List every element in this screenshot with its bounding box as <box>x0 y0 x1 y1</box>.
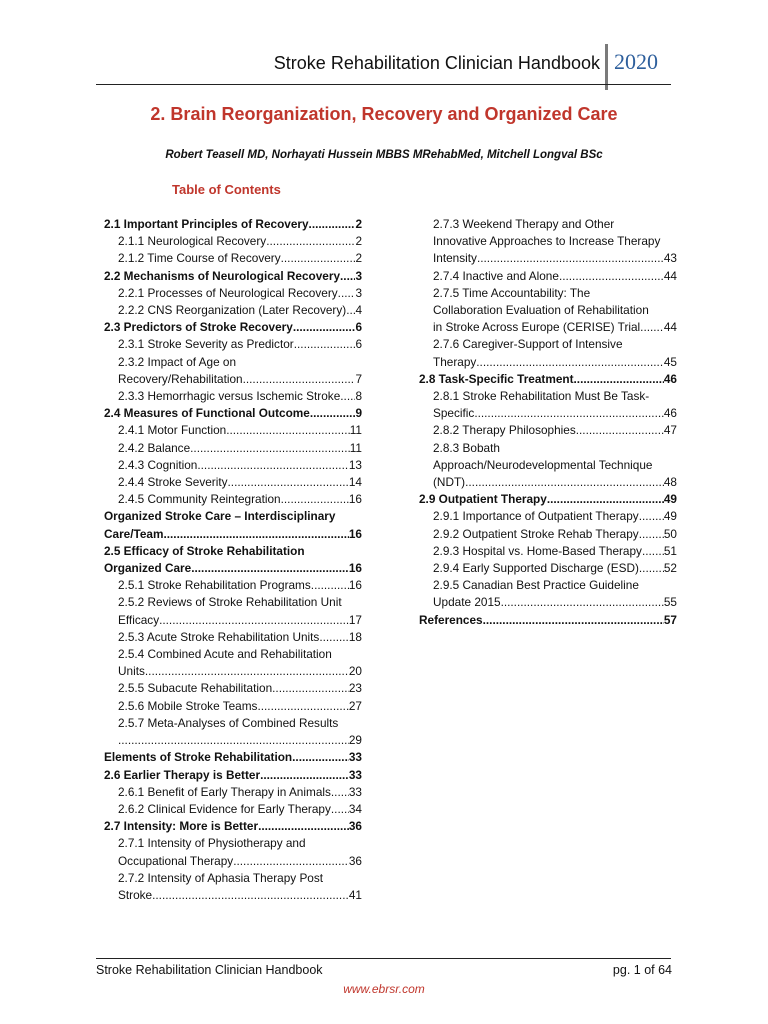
toc-dot-leader <box>191 560 349 577</box>
toc-dot-leader <box>642 543 664 560</box>
toc-dot-leader <box>483 612 664 629</box>
toc-entry-text: 2.9.4 Early Supported Discharge (ESD) <box>433 561 639 576</box>
toc-dot-leader <box>309 216 356 233</box>
toc-entry[interactable] <box>419 543 677 560</box>
toc-dot-leader <box>559 268 664 285</box>
toc-entry-line <box>419 491 677 508</box>
page-number: pg. 1 of 64 <box>612 963 672 977</box>
toc-entry-text: 2.9.2 Outpatient Stroke Rehab Therapy <box>433 526 639 541</box>
toc-entry[interactable] <box>104 801 362 818</box>
toc-entry[interactable] <box>419 560 677 577</box>
toc-dot-leader <box>233 853 349 870</box>
toc-entry[interactable] <box>104 629 362 646</box>
toc-page-number: 13 <box>348 457 362 472</box>
toc-entry-text: Intensity <box>433 251 477 266</box>
toc-dot-leader <box>272 680 349 697</box>
toc-page-number: 16 <box>348 561 362 576</box>
toc-entry-line <box>118 422 362 439</box>
toc-dot-leader <box>292 749 349 766</box>
toc-entry-text: 2.4.4 Stroke Severity <box>118 475 228 490</box>
header-title: Stroke Rehabilitation Clinician Handbook <box>273 53 600 73</box>
toc-dot-leader <box>258 818 349 835</box>
header-rule <box>96 84 671 85</box>
toc-entry-text: (NDT) <box>433 475 466 490</box>
toc-entry[interactable] <box>104 767 362 784</box>
toc-entry-text: 2.7.1 Intensity of Physiotherapy and <box>118 836 306 851</box>
toc-entry-line <box>104 405 362 422</box>
toc-entry-line <box>433 543 677 560</box>
toc-entry-text: 2.2 Mechanisms of Neurological Recovery <box>104 268 341 283</box>
toc-entry-text: 2.4 Measures of Functional Outcome <box>104 406 310 421</box>
toc-dot-leader <box>310 405 356 422</box>
toc-dot-leader <box>294 336 356 353</box>
toc-page-number: 6 <box>355 320 362 335</box>
toc-entry-line <box>104 749 362 766</box>
toc-entry[interactable] <box>104 250 362 267</box>
toc-entry-line <box>433 405 677 422</box>
toc-page-number: 36 <box>348 853 362 868</box>
toc-page-number: 52 <box>663 561 677 576</box>
toc-page-number: 7 <box>355 371 362 386</box>
toc-entry-text: 2.7.6 Caregiver-Support of Intensive <box>433 337 623 352</box>
toc-dot-leader <box>340 388 355 405</box>
footer-title: Stroke Rehabilitation Clinician Handbook <box>96 963 323 977</box>
toc-entry[interactable] <box>104 698 362 715</box>
toc-entry-line <box>104 268 362 285</box>
toc-entry[interactable] <box>104 302 362 319</box>
toc-entry[interactable] <box>104 440 362 457</box>
toc-entry-text: Recovery/Rehabilitation <box>118 371 243 386</box>
toc-entry[interactable] <box>419 336 677 370</box>
toc-entry[interactable] <box>104 646 362 680</box>
toc-page-number: 44 <box>663 268 677 283</box>
toc-page-number: 8 <box>355 389 362 404</box>
toc-page-number: 33 <box>348 767 362 782</box>
toc-entry-line <box>118 250 362 267</box>
toc-entry-text: 2.9.3 Hospital vs. Home-Based Therapy <box>433 543 642 558</box>
toc-entry-line <box>104 526 362 543</box>
toc-dot-leader <box>145 663 349 680</box>
toc-entry-text: Elements of Stroke Rehabilitation <box>104 750 293 765</box>
toc-entry-text: 2.4.2 Balance <box>118 440 191 455</box>
toc-dot-leader <box>190 440 350 457</box>
toc-dot-leader <box>639 560 664 577</box>
toc-entry[interactable] <box>104 354 362 388</box>
toc-entry-line <box>118 233 362 250</box>
toc-dot-leader <box>340 268 355 285</box>
toc-entry-text: 2.4.5 Community Reintegration <box>118 492 281 507</box>
toc-page-number: 2 <box>355 234 362 249</box>
toc-entry-line <box>433 354 677 371</box>
toc-entry[interactable] <box>104 680 362 697</box>
toc-dot-leader <box>197 457 349 474</box>
toc-entry-text: 2.4.3 Cognition <box>118 457 198 472</box>
toc-entry-text: 2.1 Important Principles of Recovery <box>104 217 309 231</box>
toc-entry-text: 2.7 Intensity: More is Better <box>104 819 259 834</box>
toc-entry-text: 2.2.1 Processes of Neurological Recovery <box>118 285 338 300</box>
toc-entry[interactable] <box>104 818 362 835</box>
toc-entry-line <box>118 629 362 646</box>
toc-entry-text: Care/Team <box>104 526 164 541</box>
toc-entry-text: 2.4.1 Motor Function <box>118 423 227 438</box>
toc-dot-leader <box>163 526 348 543</box>
toc-entry[interactable] <box>419 268 677 285</box>
toc-entry-line <box>433 250 677 267</box>
toc-entry-text: Update 2015 <box>433 595 501 610</box>
toc-column-left <box>104 216 362 904</box>
toc-entry-line <box>118 680 362 697</box>
toc-entry-text: 2.5.5 Subacute Rehabilitation <box>118 681 273 696</box>
toc-entry-line <box>104 767 362 784</box>
toc-page-number: 45 <box>663 354 677 369</box>
toc-dot-leader <box>118 732 349 749</box>
toc-entry-text: 2.6.2 Clinical Evidence for Early Therapy <box>118 801 331 816</box>
toc-page-number: 43 <box>663 251 677 266</box>
toc-dot-leader <box>228 474 349 491</box>
toc-entry[interactable] <box>104 405 362 422</box>
toc-entry-line <box>419 612 677 629</box>
toc-entry-line <box>118 457 362 474</box>
toc-entry-text: 2.8.1 Stroke Rehabilitation Must Be Task- <box>433 389 650 404</box>
toc-dot-leader <box>338 285 356 302</box>
toc-entry-line <box>118 440 362 457</box>
toc-page-number: 46 <box>663 406 677 421</box>
toc-page-number: 17 <box>348 612 362 627</box>
toc-entry-line <box>118 853 362 870</box>
toc-dot-leader <box>266 233 355 250</box>
toc-page-number: 33 <box>348 750 362 765</box>
toc-dot-leader <box>243 371 356 388</box>
toc-entry[interactable] <box>419 285 677 337</box>
toc-entry-line <box>419 371 677 388</box>
toc-entry-line <box>433 526 677 543</box>
toc-entry-line <box>104 818 362 835</box>
toc-page-number: 27 <box>348 698 362 713</box>
toc-page-number: 47 <box>663 423 677 438</box>
toc-dot-leader <box>260 767 349 784</box>
toc-dot-leader <box>639 508 664 525</box>
toc-page-number: 6 <box>355 337 362 352</box>
toc-entry-line <box>433 474 677 491</box>
footer-url: www.ebrsr.com <box>343 982 425 996</box>
toc-entry[interactable] <box>104 784 362 801</box>
toc-entry-line <box>433 594 677 611</box>
toc-page-number: 48 <box>663 475 677 490</box>
toc-entry-line <box>118 491 362 508</box>
chapter-title: 2. Brain Reorganization, Recovery and Organized Care <box>150 104 618 124</box>
page-footer <box>0 958 768 1018</box>
toc-entry-text: Collaboration Evaluation of Rehabilitation <box>433 303 649 318</box>
toc-entry-text: 2.9.1 Importance of Outpatient Therapy <box>433 509 639 524</box>
toc-page-number: 46 <box>663 371 677 386</box>
toc-entry-text: Organized Care <box>104 561 192 576</box>
toc-dot-leader <box>293 319 356 336</box>
toc-entry-text: 2.3.2 Impact of Age on <box>118 354 237 369</box>
toc-entry-text: 2.7.2 Intensity of Aphasia Therapy Post <box>118 870 324 885</box>
toc-entry-line <box>118 577 362 594</box>
toc-dot-leader <box>281 491 349 508</box>
toc-entry[interactable] <box>104 216 362 233</box>
toc-page-number: 29 <box>348 733 362 748</box>
toc-entry-line <box>118 784 362 801</box>
toc-page-number: 20 <box>348 664 362 679</box>
toc-entry-text: 2.3.1 Stroke Severity as Predictor <box>118 337 294 352</box>
toc-entry[interactable] <box>104 543 362 577</box>
toc-page-number: 44 <box>663 320 677 335</box>
toc-heading: Table of Contents <box>172 182 281 197</box>
toc-entry-text: Therapy <box>433 354 477 369</box>
toc-entry-text: Organized Stroke Care – Interdisciplinary <box>104 509 336 524</box>
toc-entry-text: Approach/Neurodevelopmental Technique <box>433 457 653 472</box>
toc-entry-text: 2.5.7 Meta-Analyses of Combined Results <box>118 715 339 730</box>
toc-entry[interactable] <box>104 457 362 474</box>
toc-entry[interactable] <box>419 216 677 268</box>
toc-entry-line <box>433 508 677 525</box>
toc-dot-leader <box>547 491 664 508</box>
toc-entry[interactable] <box>419 491 677 508</box>
toc-entry-text: 2.6 Earlier Therapy is Better <box>104 767 261 782</box>
toc-entry-text: 2.9 Outpatient Therapy <box>419 492 547 507</box>
toc-page-number: 23 <box>348 681 362 696</box>
toc-page-number: 36 <box>348 819 362 834</box>
toc-entry-text: Efficacy <box>118 612 160 627</box>
toc-page-number: 2 <box>355 217 362 231</box>
toc-column-right <box>419 216 677 629</box>
toc-entry-text: 2.8.2 Therapy Philosophies <box>433 423 576 438</box>
toc-entry-line <box>433 268 677 285</box>
toc-entry-line <box>104 560 362 577</box>
toc-dot-leader <box>331 784 349 801</box>
toc-entry-text: 2.2.2 CNS Reorganization (Later Recovery) <box>118 303 347 318</box>
toc-page-number: 57 <box>663 612 677 627</box>
toc-entry-line <box>118 285 362 302</box>
toc-entry-line <box>118 732 362 749</box>
toc-entry-line <box>118 801 362 818</box>
toc-entry-line <box>433 560 677 577</box>
toc-page-number: 11 <box>349 440 362 455</box>
toc-entry[interactable] <box>104 422 362 439</box>
toc-dot-leader <box>501 594 664 611</box>
toc-entry-line <box>118 663 362 680</box>
toc-page-number: 2 <box>355 251 362 266</box>
toc-entry[interactable] <box>104 715 362 749</box>
toc-entry[interactable] <box>419 371 677 388</box>
toc-dot-leader <box>346 302 355 319</box>
toc-entry-text: Occupational Therapy <box>118 853 234 868</box>
toc-entry-line <box>118 388 362 405</box>
toc-entry-text: in Stroke Across Europe (CERISE) Trial <box>433 320 641 335</box>
toc-page-number: 33 <box>348 784 362 799</box>
toc-entry[interactable] <box>419 577 677 611</box>
toc-entry-text: 2.7.5 Time Accountability: The <box>433 285 591 300</box>
authors-line: Robert Teasell MD, Norhayati Hussein MBBS MRehabMed, Mitchell Longval BSc <box>165 149 603 161</box>
toc-entry-text: Specific <box>433 406 475 421</box>
toc-page-number: 14 <box>348 475 362 490</box>
toc-entry-text: 2.8.3 Bobath <box>433 440 500 455</box>
toc-dot-leader <box>319 629 349 646</box>
toc-entry[interactable] <box>104 749 362 766</box>
toc-entry-line <box>118 336 362 353</box>
toc-entry-text: Units <box>118 664 145 679</box>
toc-entry-text: 2.5 Efficacy of Stroke Rehabilitation <box>104 543 305 558</box>
toc-dot-leader <box>474 405 664 422</box>
toc-entry[interactable] <box>104 474 362 491</box>
toc-entry[interactable] <box>104 835 362 869</box>
toc-dot-leader <box>281 250 356 267</box>
toc-dot-leader <box>640 319 664 336</box>
toc-dot-leader <box>226 422 350 439</box>
toc-dot-leader <box>465 474 664 491</box>
toc-entry[interactable] <box>104 336 362 353</box>
toc-entry[interactable] <box>104 577 362 594</box>
toc-dot-leader <box>574 371 664 388</box>
toc-entry[interactable] <box>104 285 362 302</box>
toc-dot-leader <box>476 354 664 371</box>
toc-page-number: 9 <box>355 406 362 421</box>
header-year: 2020 <box>614 49 658 74</box>
toc-page-number: 4 <box>355 303 362 318</box>
toc-entry-text: 2.7.3 Weekend Therapy and Other <box>433 217 615 231</box>
toc-entry[interactable] <box>104 594 362 628</box>
toc-entry-text: 2.3 Predictors of Stroke Recovery <box>104 320 293 335</box>
toc-entry-line <box>118 887 362 904</box>
toc-entry-line <box>104 216 362 233</box>
toc-entry-text: 2.5.3 Acute Stroke Rehabilitation Units <box>118 629 320 644</box>
toc-dot-leader <box>159 612 349 629</box>
footer-rule <box>96 958 671 959</box>
toc-page-number: 18 <box>348 629 362 644</box>
toc-dot-leader <box>152 887 349 904</box>
toc-entry-text: 2.8 Task-Specific Treatment <box>419 371 574 386</box>
toc-page-number: 3 <box>355 285 362 300</box>
toc-dot-leader <box>257 698 348 715</box>
toc-page-number: 50 <box>663 526 677 541</box>
toc-entry[interactable] <box>419 422 677 439</box>
toc-entry-text: 2.5.2 Reviews of Stroke Rehabilitation Unit <box>118 595 342 610</box>
page-header <box>0 40 768 90</box>
toc-entry-text: 2.7.4 Inactive and Alone <box>433 268 559 283</box>
toc-dot-leader <box>477 250 664 267</box>
toc-entry[interactable] <box>419 388 677 422</box>
toc-entry[interactable] <box>104 870 362 904</box>
toc-entry[interactable] <box>104 388 362 405</box>
toc-entry-line <box>104 319 362 336</box>
toc-entry-text: Stroke <box>118 887 153 902</box>
toc-dot-leader <box>311 577 349 594</box>
toc-entry-line <box>118 371 362 388</box>
toc-entry[interactable] <box>104 491 362 508</box>
toc-entry[interactable] <box>104 319 362 336</box>
toc-entry-line <box>118 302 362 319</box>
toc-page-number: 49 <box>663 509 677 524</box>
toc-entry-text: 2.5.6 Mobile Stroke Teams <box>118 698 258 713</box>
toc-entry[interactable] <box>104 233 362 250</box>
toc-entry-text: 2.3.3 Hemorrhagic versus Ischemic Stroke <box>118 389 341 404</box>
toc-page-number: 41 <box>348 887 362 902</box>
toc-entry-text: 2.6.1 Benefit of Early Therapy in Animals <box>118 784 331 799</box>
toc-entry-line <box>118 612 362 629</box>
toc-page-number: 49 <box>663 492 677 507</box>
toc-dot-leader <box>639 526 664 543</box>
toc-page-number: 16 <box>348 526 362 541</box>
toc-page-number: 34 <box>348 801 362 816</box>
toc-entry-text: 2.5.4 Combined Acute and Rehabilitation <box>118 647 332 662</box>
toc-entry[interactable] <box>419 508 677 525</box>
toc-page-number: 16 <box>348 492 362 507</box>
toc-page-number: 51 <box>663 543 677 558</box>
toc-dot-leader <box>576 422 664 439</box>
toc-entry-text: 2.9.5 Canadian Best Practice Guideline <box>433 578 639 593</box>
toc-entry-text: 2.5.1 Stroke Rehabilitation Programs <box>118 578 311 593</box>
toc-entry-text: 2.1.1 Neurological Recovery <box>118 234 267 249</box>
toc-entry-line <box>118 698 362 715</box>
toc-entry-line <box>118 474 362 491</box>
toc-entry[interactable] <box>104 268 362 285</box>
toc-page-number: 55 <box>663 595 677 610</box>
toc-entry[interactable] <box>104 508 362 542</box>
toc-entry[interactable] <box>419 440 677 492</box>
toc-entry-text: References <box>419 612 483 627</box>
toc-dot-leader <box>331 801 349 818</box>
toc-entry-text: Innovative Approaches to Increase Therapy <box>433 234 661 249</box>
toc-entry-line <box>433 422 677 439</box>
toc-entry-line <box>433 319 677 336</box>
toc-entry[interactable] <box>419 612 677 629</box>
toc-entry-text: 2.1.2 Time Course of Recovery <box>118 251 281 266</box>
toc-entry[interactable] <box>419 526 677 543</box>
toc-page-number: 16 <box>348 578 362 593</box>
toc-page-number: 3 <box>355 268 362 283</box>
toc-page-number: 11 <box>349 423 362 438</box>
